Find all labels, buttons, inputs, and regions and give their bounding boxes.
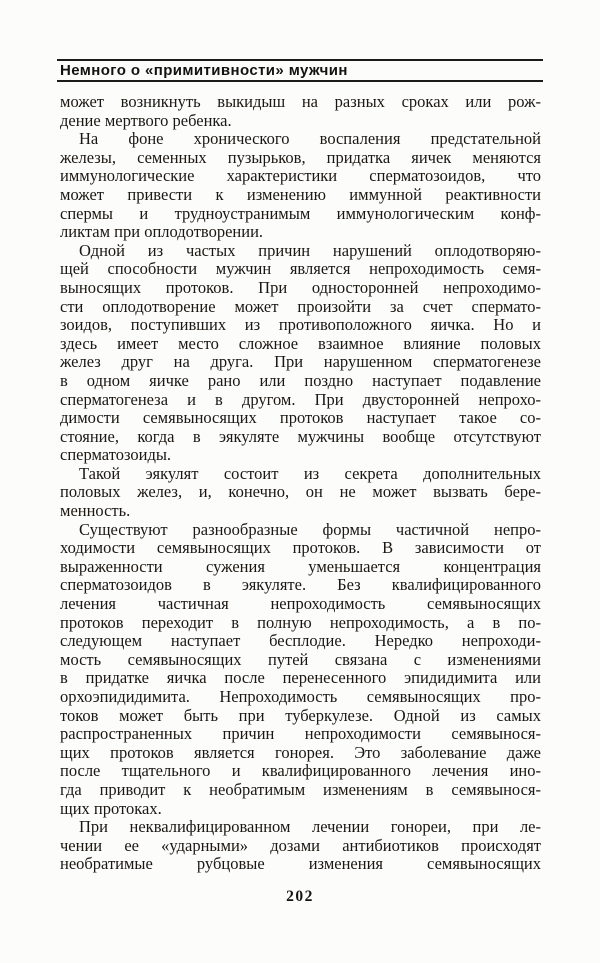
text-line: Такой эякулят состоит из секрета дополнительных <box>79 463 541 483</box>
paragraph <box>60 93 541 130</box>
text-line: распространенных причин непроходимости семявынося- <box>60 724 541 744</box>
text-line: сти оплодотворение может произойти за счет спермато- <box>60 296 541 316</box>
text-line: Существуют разнообразные формы частичной непро- <box>79 519 541 539</box>
text-line: необратимые рубцовые изменения семявыносящих <box>60 854 541 874</box>
text-line: выраженности сужения уменьшается концентрация <box>60 556 541 576</box>
text-line: в одном яичке рано или поздно наступает подавление <box>60 370 541 390</box>
text-line: лечения частичная непроходимость семявыносящих <box>60 594 541 614</box>
text-line: после тщательного и квалифицированного лечения ино- <box>60 761 541 781</box>
text-line: щей способности мужчин является непроходимость семя- <box>60 259 541 279</box>
text-line: ликтам при оплодотворении. <box>60 222 264 242</box>
body-text <box>60 93 541 874</box>
text-line: При неквалифицированном лечении гонореи, при ле- <box>79 817 541 837</box>
text-line: зоидов, поступивших из противоположного яичка. Но и <box>60 315 541 335</box>
text-line: здесь имеет место сложное взаимное влияние половых <box>60 333 541 353</box>
text-line: следующем наступает бесплодие. Нередко непроходи- <box>60 631 541 651</box>
text-line: желез друг на друга. При нарушенном сперматогенезе <box>60 352 541 372</box>
paragraph <box>60 465 541 521</box>
text-line: железы, семенных пузырьков, придатка яичек меняются <box>60 147 541 167</box>
text-line: протоков переходит в полную непроходимость, а в по- <box>60 612 541 632</box>
text-line: менность. <box>60 501 131 521</box>
text-line: орхоэпидидимита. Непроходимость семявыносящих про- <box>60 687 541 706</box>
running-head-title: Немного о «примитивности» мужчин <box>60 61 348 79</box>
text-line: гда приводит к необратимым изменениям в семявынося- <box>60 779 541 799</box>
text-line: мость семявыносящих путей связана с изменениями <box>60 649 541 669</box>
text-line: димости семявыносящих протоков наступает такое со- <box>60 408 541 428</box>
text-line: спермы и трудноустранимым иммунологическим конф- <box>60 203 541 223</box>
paragraph <box>60 521 541 819</box>
text-line: сперматозоидов в эякуляте. Без квалифицированного <box>60 575 541 595</box>
text-line: Одной из частых причин нарушений оплодотворяю- <box>79 240 541 260</box>
text-line: иммунологические характеристики сперматозоидов, что <box>60 166 541 186</box>
paragraph <box>60 130 541 242</box>
text-line: выносящих протоков. При односторонней непроходимо- <box>60 277 541 297</box>
text-line: может привести к изменению иммунной реактивности <box>60 184 541 204</box>
text-line: щих протоков является гонорея. Это заболевание даже <box>60 742 541 762</box>
text-line: дение мертвого ребенка. <box>60 110 232 130</box>
text-line: ходимости семявыносящих протоков. В зависимости от <box>60 538 541 558</box>
text-line: сперматогенеза и в другом. При двусторонней непрохо- <box>60 389 541 409</box>
paragraph <box>60 818 541 874</box>
text-line: сперматозоиды. <box>60 445 172 465</box>
text-line: На фоне хронического воспаления предстательной <box>79 129 541 149</box>
text-line: стояние, когда в эякуляте мужчины вообще отсутствуют <box>60 426 541 446</box>
text-line: может возникнуть выкидыш на разных сроках или рож- <box>60 92 541 111</box>
text-line: в придатке яичка после перенесенного эпидидимита или <box>60 668 541 688</box>
paragraph <box>60 242 541 465</box>
text-line: чении ее «ударными» дозами антибиотиков происходят <box>60 835 541 855</box>
text-line: токов может быть при туберкулезе. Одной из самых <box>60 705 541 725</box>
running-head-rule-bottom <box>57 80 543 82</box>
text-line: щих протоках. <box>60 798 162 818</box>
text-line: половых желез, и, конечно, он не может вызвать бере- <box>60 482 541 502</box>
page-number: 202 <box>286 888 314 905</box>
